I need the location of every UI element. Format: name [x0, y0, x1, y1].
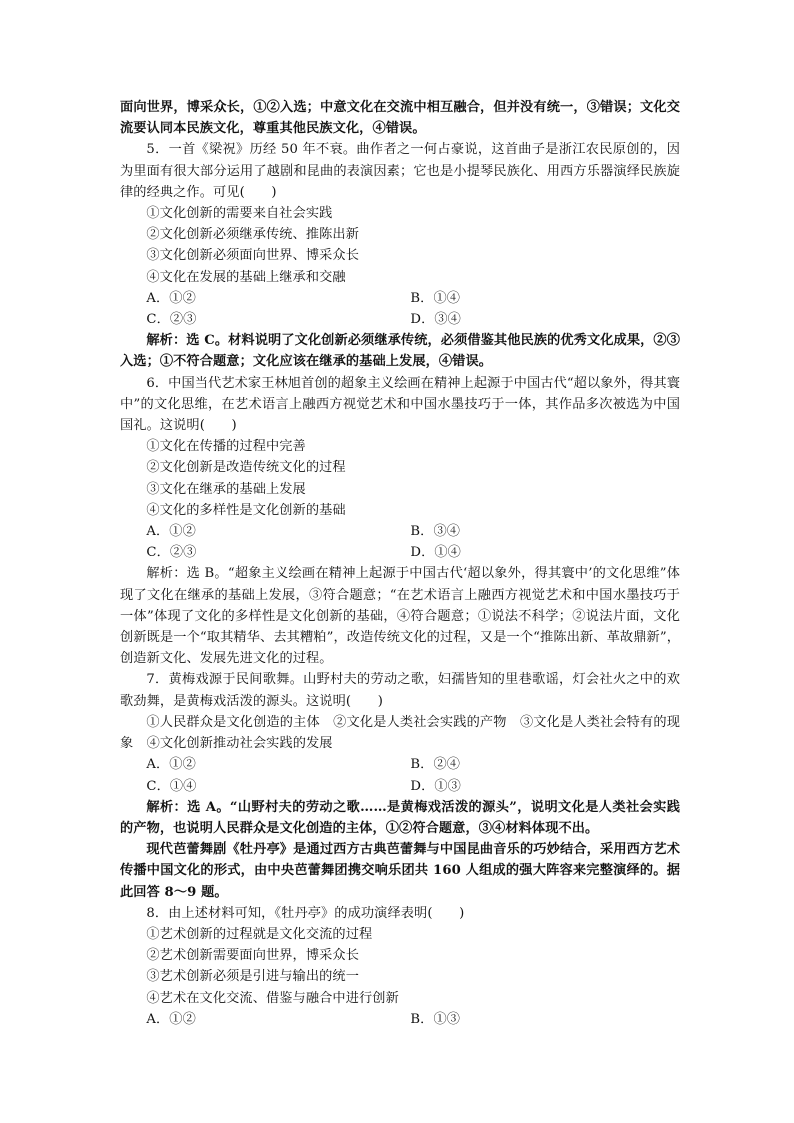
question-6-option-1: ①文化在传播的过程中完善	[146, 439, 306, 455]
question-7-choice-b: B．②④	[410, 757, 461, 773]
question-5-choice-b: B．①④	[410, 290, 461, 306]
question-6-choice-b: B．③④	[410, 524, 461, 540]
question-5-choices	[120, 288, 680, 330]
question-7-stem: 7．黄梅戏源于民间歌舞。山野村夫的劳动之歌，妇孺皆知的里巷歌谣，灯会社火之中的欢歌劲舞，是黄梅戏活泼的源头。这说明( )	[120, 672, 680, 709]
question-6-analysis: 解析：选 B。“超象主义绘画在精神上起源于中国古代‘超以象外，得其寰中’的文化思维”体现了文化在继承的基础上发展，③符合题意；“在艺术语言上融西方视觉艺术和中国水墨技巧于一体”体现了文化的多样性是文化创新的基础，④符合题意；①说法不科学；②说法片面，文化创新既是一个“取其精华、去其糟粕”，改造传统文化的过程，又是一个“推陈出新、革故鼎新”，创造新文化、发展先进文化的过程。	[120, 566, 680, 667]
question-6-option-4: ④文化的多样性是文化创新的基础	[146, 502, 346, 518]
question-5-choice-d: D．③④	[410, 312, 461, 328]
question-5-option-3: ③文化创新必须面向世界、博采众长	[146, 248, 359, 264]
question-6-stem: 6．中国当代艺术家王林旭首创的超象主义绘画在精神上起源于中国古代“超以象外，得其寰中”的文化思维，在艺术语言上融西方视觉艺术和中国水墨技巧于一体，其作品多次被选为中国国礼。这说明( )	[120, 375, 680, 434]
question-6-choice-d: D．①④	[410, 545, 461, 561]
question-7-choice-c: C．①④	[146, 778, 197, 794]
question-5-analysis: 解析：选 C。材料说明了文化创新必须继承传统，必须借鉴其他民族的优秀文化成果，②③入选；①不符合题意；文化应该在继承的基础上发展，④错误。	[120, 333, 680, 370]
question-7-analysis: 解析：选 A。“山野村夫的劳动之歌……是黄梅戏活泼的源头”，说明文化是人类社会实践的产物，也说明人民群众是文化创造的主体，①②符合题意，③④材料体现不出。	[120, 799, 680, 836]
question-5-stem: 5．一首《梁祝》历经 50 年不衰。曲作者之一何占豪说，这首曲子是浙江农民原创的，因为里面有很大部分运用了越剧和昆曲的表演因素；它也是小提琴民族化、用西方乐器演绎民族旋律的经典之作。可见( )	[120, 142, 680, 200]
document-body	[120, 97, 680, 1030]
question-5-choice-c: C．②③	[146, 312, 197, 328]
question-7-choices	[120, 754, 680, 796]
question-8-stem: 8．由上述材料可知，《牡丹亭》的成功演绎表明( )	[146, 905, 465, 921]
intro-analysis: 面向世界，博采众长，①②入选；中意文化在交流中相互融合，但并没有统一，③错误；文化交流要认同本民族文化，尊重其他民族文化，④错误。	[120, 100, 680, 137]
question-8-option-3: ③艺术创新必须是引进与输出的统一	[146, 969, 359, 985]
question-8-option-2: ②艺术创新需要面向世界，博采众长	[146, 948, 359, 964]
question-8-choice-a: A．①②	[146, 1011, 196, 1027]
question-7-choice-a: A．①②	[146, 757, 196, 773]
question-5-option-1: ①文化创新的需要来自社会实践	[146, 206, 333, 222]
question-5-choice-a: A．①②	[146, 290, 196, 306]
question-8-option-1: ①艺术创新的过程就是文化交流的过程	[146, 926, 373, 942]
question-6-choice-a: A．①②	[146, 524, 196, 540]
question-8-choice-b: B．①③	[410, 1011, 461, 1027]
question-6-option-2: ②文化创新是改造传统文化的过程	[146, 460, 346, 476]
question-6-choices	[120, 521, 680, 563]
question-7-choice-d: D．①③	[410, 778, 461, 794]
question-8-option-4: ④艺术在文化交流、借鉴与融合中进行创新	[146, 990, 399, 1006]
material-passage: 现代芭蕾舞剧《牡丹亭》是通过西方古典芭蕾舞与中国昆曲音乐的巧妙结合，采用西方艺术传播中国文化的形式，由中央芭蕾舞团携交响乐团共 160 人组成的强大阵容来完整演绎的。据此回答 8～9 题。	[120, 842, 680, 900]
question-6-option-3: ③文化在继承的基础上发展	[146, 481, 306, 497]
question-8-choices	[120, 1009, 680, 1030]
question-6-choice-c: C．②③	[146, 545, 197, 561]
question-5-option-2: ②文化创新必须继承传统、推陈出新	[146, 227, 359, 243]
question-5-option-4: ④文化在发展的基础上继承和交融	[146, 269, 346, 285]
question-7-options: ①人民群众是文化创造的主体 ②文化是人类社会实践的产物 ③文化是人类社会特有的现象 ④文化创新推动社会实践的发展	[120, 714, 680, 752]
